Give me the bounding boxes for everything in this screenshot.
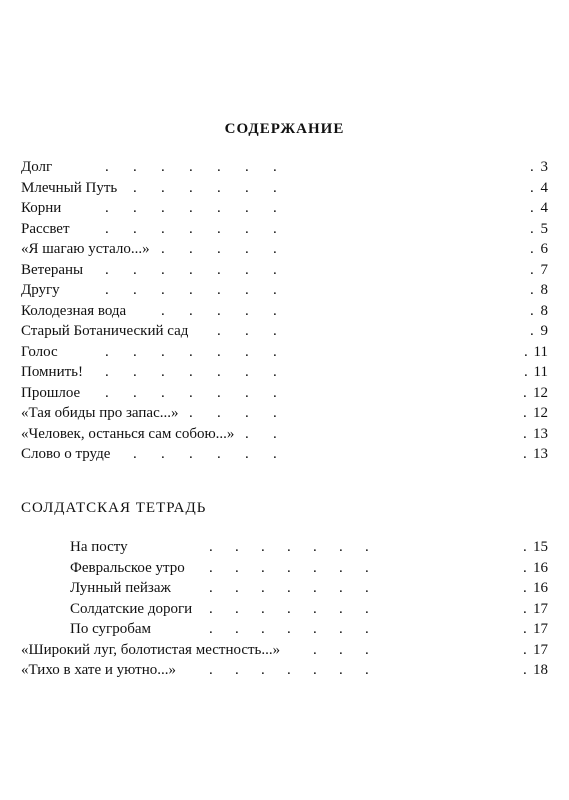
toc-page-number: 16 [533,580,548,596]
toc-page-number: 8 [540,302,548,319]
section-contents-list [21,537,548,681]
toc-entry-title: Рассвет [21,220,70,237]
toc-entry-title: «Широкий луг, болотистая местность...» [21,641,281,658]
toc-page-number: 6 [540,241,548,257]
toc-entry: Голос . . . . . . . . 11 [21,342,548,363]
toc-entry-title: Долг [21,159,53,175]
contents-list [21,157,548,465]
toc-entry: Солдатские дороги . . . . . . . . 17 [21,599,548,620]
toc-page-number: 16 [533,559,548,576]
toc-entry: Колодезная вода . . . . . . 8 [21,301,548,322]
toc-entry-title: Слово о труде [21,446,111,462]
toc-page-number: 18 [533,662,548,678]
toc-page-number: 5 [540,220,548,237]
toc-entry: «Тая обиды про запас...» . . . . . 12 [21,403,548,424]
toc-entry: Долг . . . . . . . . 3 [21,157,548,178]
toc-page-number: 15 [533,539,548,555]
toc-page-number: 13 [533,446,548,462]
toc-entry-title: «Человек, останься сам собою...» [21,425,235,442]
toc-entry-title: «Я шагаю устало...» [21,241,150,257]
section-title: СОЛДАТСКАЯ ТЕТРАДЬ [21,500,207,516]
contents-title: СОДЕРЖАНИЕ [224,121,345,137]
toc-entry: Млечный Путь . . . . . . . 4 [21,178,548,199]
toc-entry: Рассвет . . . . . . . . 5 [21,219,548,240]
toc-entry: Помнить! . . . . . . . . 11 [21,362,548,383]
toc-entry: «Тихо в хате и уютно...» . . . . . . . . 18 [21,660,548,681]
toc-entry-title: Млечный Путь [21,179,118,196]
toc-page-number: 9 [540,323,548,339]
toc-entry-title: Прошлое [21,384,81,401]
toc-entry-title: Другу [21,282,60,298]
toc-entry: Февральское утро . . . . . . . . 16 [21,558,548,579]
toc-page-number: 11 [533,364,548,380]
toc-entry-title: «Тихо в хате и уютно...» [21,662,176,678]
toc-entry: Корни . . . . . . . . 4 [21,198,548,219]
toc-page-number: 17 [533,600,548,617]
toc-entry: «Широкий луг, болотистая местность...» . . . . 17 [21,640,548,661]
toc-entry-title: Солдатские дороги [70,600,193,617]
toc-page-number: 17 [533,641,548,658]
toc-entry-title: По сугробам [70,621,151,637]
toc-entry-title: Старый Ботанический сад [21,323,189,339]
toc-entry: Ветераны . . . . . . . . 7 [21,260,548,281]
toc-entry: Другу . . . . . . . . 8 [21,280,548,301]
toc-entry: «Человек, останься сам собою...» . . . 13 [21,424,548,445]
toc-entry: По сугробам . . . . . . . . 17 [21,619,548,640]
toc-entry-title: Февральское утро [70,559,185,576]
toc-page-number: 17 [533,621,548,637]
toc-page-number: 8 [540,282,548,298]
toc-entry: «Я шагаю устало...» . . . . . . 6 [21,239,548,260]
toc-entry-title: На посту [70,539,128,555]
toc-entry-title: Лунный пейзаж [70,580,171,596]
toc-page-number: 4 [540,200,548,216]
toc-entry-title: Помнить! [21,364,83,380]
toc-entry: Лунный пейзаж . . . . . . . . 16 [21,578,548,599]
toc-entry-title: «Тая обиды про запас...» [21,405,179,421]
toc-page-number: 3 [540,159,548,175]
toc-entry: Старый Ботанический сад . . . . 9 [21,321,548,342]
toc-page-number: 7 [540,261,548,278]
toc-page-number: 12 [533,384,548,401]
toc-entry: Прошлое . . . . . . . . 12 [21,383,548,404]
toc-entry-title: Колодезная вода [21,302,127,319]
toc-entry: На посту . . . . . . . . 15 [21,537,548,558]
toc-page-number: 4 [540,179,548,196]
toc-entry-title: Ветераны [21,261,84,278]
toc-entry-title: Корни [21,200,62,216]
toc-page-number: 13 [533,425,548,442]
toc-entry: Слово о труде . . . . . . . 13 [21,444,548,465]
toc-page-number: 12 [533,405,548,421]
toc-page-number: 11 [533,343,548,360]
toc-entry-title: Голос [21,343,58,360]
